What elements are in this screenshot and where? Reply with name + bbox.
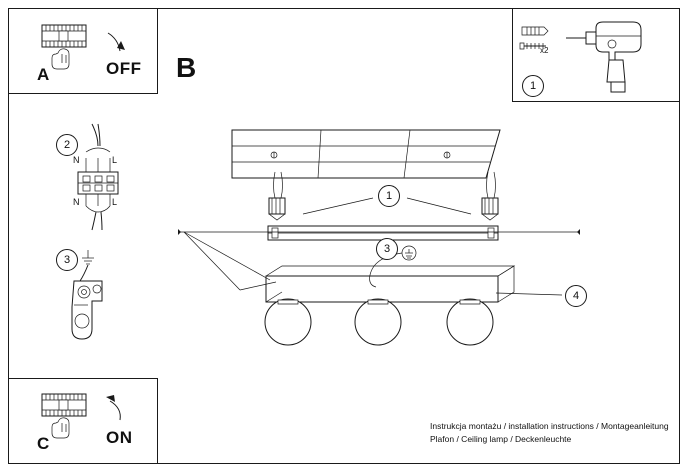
callout-earth-main: 3 xyxy=(376,238,398,260)
callout-terminal-block: 2 xyxy=(56,134,78,156)
callout-lamp-body: 4 xyxy=(565,285,587,307)
panel-a-letter: A xyxy=(37,65,50,84)
panel-c-state-label: ON xyxy=(106,428,133,447)
wiring-label-n-bottom: N xyxy=(73,197,80,207)
panel-a-state-label: OFF xyxy=(106,59,142,78)
callout-earth-small: 3 xyxy=(56,249,78,271)
wiring-label-l-top: L xyxy=(112,155,118,165)
panel-c-letter: C xyxy=(37,434,50,453)
panel-b-letter: B xyxy=(176,52,197,83)
footer-line-1: Instrukcja montażu / installation instructions / Montageanleitung xyxy=(430,421,669,431)
dowel-qty-label: x2 xyxy=(540,46,549,55)
callout-tools: 1 xyxy=(522,75,544,97)
wiring-label-l-bottom: L xyxy=(112,197,118,207)
footer-line-2: Plafon / Ceiling lamp / Deckenleuchte xyxy=(430,434,572,444)
wiring-label-n-top: N xyxy=(73,155,80,165)
callout-bracket: 1 xyxy=(378,185,400,207)
